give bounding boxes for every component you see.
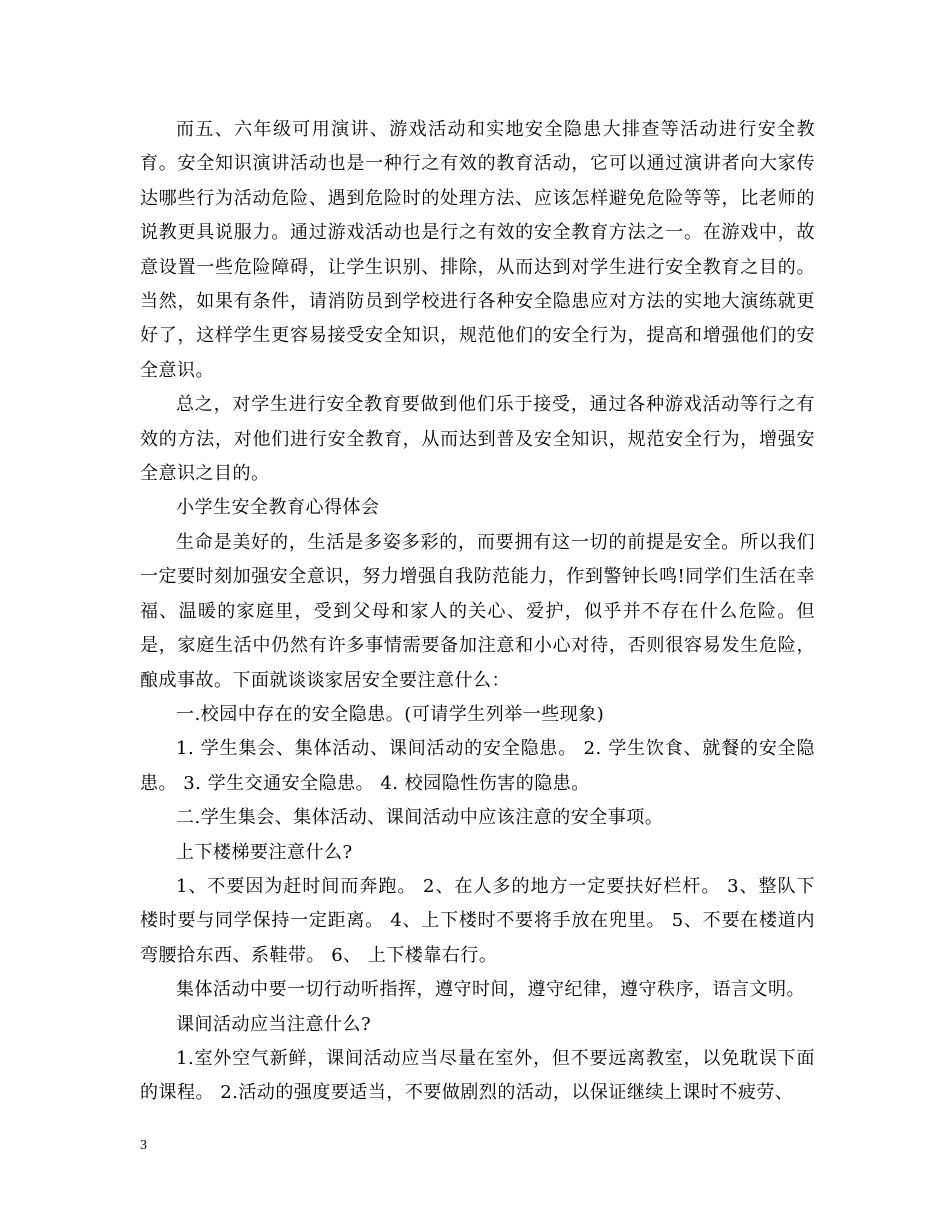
question-stairs: 上下楼梯要注意什么? [176,841,353,863]
paragraph-summary: 总之，对学生进行安全教育要做到他们乐于接受，通过各种游戏活动等行之有效的方法，对他们进行安全教育，从而达到普及安全知识，规范安全行为，增强安全意识之目的。 [140,394,815,485]
list-heading-hazards: 一.校园中存在的安全隐患。(可请学生列举一些现象) [176,703,605,725]
list-heading-precautions: 二.学生集会、集体活动、课间活动中应该注意的安全事项。 [176,807,664,829]
paragraph-group-activities: 集体活动中要一切行动听指挥，遵守时间，遵守纪律，遵守秩序，语言文明。 [176,979,805,1001]
list-recess-rules: 1.室外空气新鲜，课间活动应当尽量在室外，但不要远离教室，以免耽误下面的课程。 2.活动的强度要适当，不要做剧烈的活动，以保证继续上课时不疲劳、 [140,1047,815,1104]
paragraph-safety-activities: 而五、六年级可用演讲、游戏活动和实地安全隐患大排查等活动进行安全教育。安全知识演讲活动也是一种行之有效的教育活动，它可以通过演讲者向大家传达哪些行为活动危险、遇到危险时的处理方法、应该怎样避免危险等等，比老师的说教更具说服力。通过游戏活动也是行之有效的安全教育方法之一。在游戏中，故意设置一些危险障碍，让学生识别、排除，从而达到对学生进行安全教育之目的。当然，如果有条件，请消防员到学校进行各种安全隐患应对方法的实地大演练就更好了，这样学生更容易接受安全知识，规范他们的安全行为，提高和增强他们的安全意识。 [140,119,815,381]
document-body [140,113,815,1111]
list-stairs-rules: 1、不要因为赶时间而奔跑。 2、在人多的地方一定要扶好栏杆。 3、整队下楼时要与同学保持一定距离。 4、上下楼时不要将手放在兜里。 5、不要在楼道内弯腰拾东西、系鞋带。 6、 上下楼靠右行。 [140,875,815,966]
page-number: 3 [140,1138,147,1153]
question-recess: 课间活动应当注意什么? [176,1013,372,1035]
list-hazards: 1. 学生集会、集体活动、课间活动的安全隐患。 2. 学生饮食、就餐的安全隐患。 3. 学生交通安全隐患。 4. 校园隐性伤害的隐患。 [140,738,815,794]
section-heading: 小学生安全教育心得体会 [176,497,380,519]
paragraph-intro: 生命是美好的，生活是多姿多彩的，而要拥有这一切的前提是安全。所以我们一定要时刻加强安全意识，努力增强自我防范能力，作到警钟长鸣!同学们生活在幸福、温暖的家庭里，受到父母和家人的关心、爱护，似乎并不存在什么危险。但是，家庭生活中仍然有许多事情需要备加注意和小心对待，否则很容易发生危险，酿成事故。下面就谈谈家居安全要注意什么： [140,531,815,691]
